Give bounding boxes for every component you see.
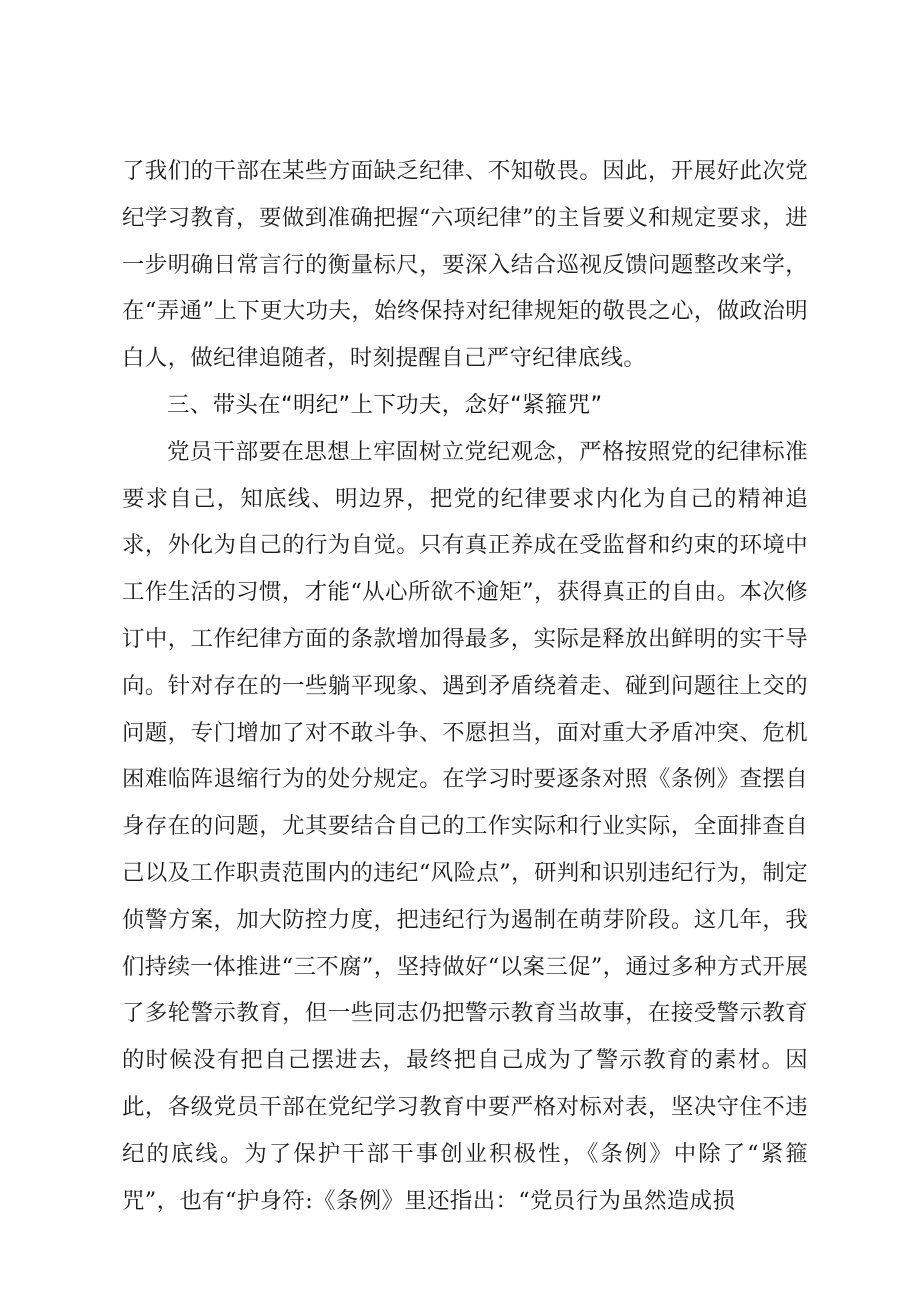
continued-paragraph: 了我们的干部在某些方面缺乏纪律、不知敬畏。因此，开展好此次党纪学习教育，要做到准确把握“六项纪律”的主旨要义和规定要求，进一步明确日常言行的衡量标尺，要深入结合巡视反馈问题整改来学，在“弄通”上下更大功夫，始终保持对纪律规矩的敬畏之心，做政治明白人，做纪律追随者，时刻提醒自己严守纪律底线。	[122, 158, 808, 372]
section-heading: 三、带头在“明纪”上下功夫，念好“紧箍咒”	[167, 391, 603, 418]
document-body	[122, 148, 808, 1224]
main-paragraph: 党员干部要在思想上牢固树立党纪观念，严格按照党的纪律标准要求自己，知底线、明边界，把党的纪律要求内化为自己的精神追求，外化为自己的行为自觉。只有真正养成在受监督和约束的环境中工作生活的习惯，才能“从心所欲不逾矩”，获得真正的自由。本次修订中，工作纪律方面的条款增加得最多，实际是释放出鲜明的实干导向。针对存在的一些躺平现象、遇到矛盾绕着走、碰到问题往上交的问题，专门增加了对不敢斗争、不愿担当，面对重大矛盾冲突、危机困难临阵退缩行为的处分规定。在学习时要逐条对照《条例》查摆自身存在的问题，尤其要结合自己的工作实际和行业实际，全面排查自己以及工作职责范围内的违纪“风险点”，研判和识别违纪行为，制定侦警方案，加大防控力度，把违纪行为遏制在萌芽阶段。这几年，我们持续一体推进“三不腐”，坚持做好“以案三促”，通过多种方式开展了多轮警示教育，但一些同志仍把警示教育当故事，在接受警示教育的时候没有把自己摆进去，最终把自己成为了警示教育的素材。因此，各级党员干部在党纪学习教育中要严格对标对表，坚决守住不违纪的底线。为了保护干部干事创业积极性，《条例》中除了“紧箍咒”，也有“护身符:《条例》里还指出：“党员行为虽然造成损	[122, 438, 808, 1214]
